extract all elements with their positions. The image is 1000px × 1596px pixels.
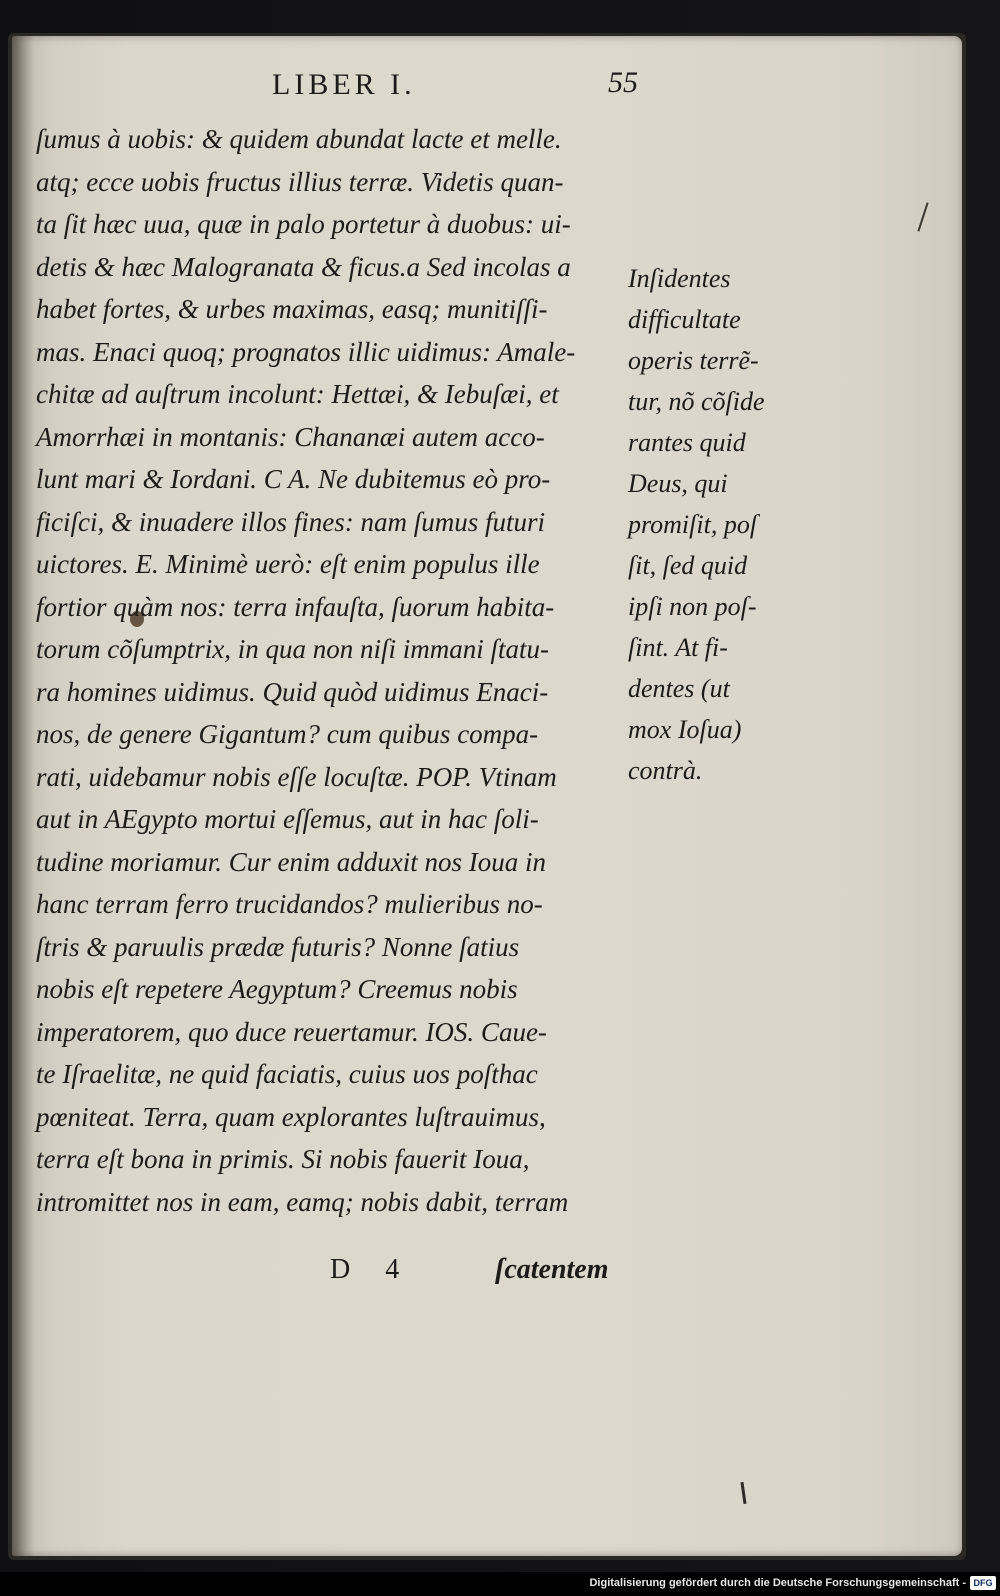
text-line: tudine moriamur. Cur enim adduxit nos Ioua in [36,846,546,877]
marginal-note [628,258,828,791]
text-line: Amorrhæi in montanis: Chananæi autem acco- [36,421,545,452]
text-line: rati, uidebamur nobis eſſe locuſtæ. POP. Vtinam [36,761,557,792]
text-line: ficiſci, & inuadere illos fines: nam ſumus futuri [36,506,545,537]
page-gutter [12,36,34,1556]
marginal-line: ipſi non poſ- [628,592,757,621]
text-line: pœniteat. Terra, quam explorantes luſtrauimus, [36,1101,546,1132]
marginal-line: contrà. [628,756,703,785]
text-line: ſumus à uobis: & quidem abundat lacte et melle. [36,124,562,154]
text-line: uictores. E. Minimè uerò: eſt enim populus ille [36,549,540,579]
digitization-credit: Digitalisierung gefördert durch die Deutsche Forschungsgemeinschaft - [589,1577,966,1589]
text-line: te Iſraelitæ, ne quid faciatis, cuius uos poſthac [36,1059,538,1089]
text-line: ſtris & paruulis prædæ futuris? Nonne ſatius [36,931,520,962]
text-line: atq; ecce uobis fructus illius terræ. Videtis quan- [36,166,564,197]
text-line: lunt mari & Iordani. C A. Ne dubitemus eò pro- [36,464,551,494]
dfg-logo-icon: DFG [970,1576,996,1590]
page-number: 55 [608,66,638,99]
marginal-line: rantes quid [628,428,746,457]
text-line: mas. Enaci quoq; prognatos illic uidimus: Amale- [36,336,576,367]
signature-mark: D 4 [330,1254,414,1285]
text-line: habet fortes, & urbes maximas, easq; munitiſſi- [36,294,548,324]
marginal-line: mox Ioſua) [628,715,742,744]
stray-pen-mark-bottom [740,1482,746,1504]
text-line: nos, de genere Gigantum? cum quibus compa- [36,719,539,749]
marginal-line: ſint. At fi- [628,633,728,662]
text-line: ra homines uidimus. Quid quòd uidimus Enaci- [36,676,549,707]
marginal-line: tur, nõ cõſide [628,387,765,416]
text-line: chitæ ad auſtrum incolunt: Hettæi, & Iebuſæi, et [36,379,559,409]
marginal-line: operis terrẽ- [628,346,759,375]
running-title: LIBER I. [272,68,416,101]
main-text-block [36,118,636,1223]
text-line: ta ſit hæc uua, quæ in palo portetur à duobus: ui- [36,209,571,239]
text-line: intromittet nos in eam, eamq; nobis dabit, terram [36,1186,569,1217]
marginal-line: promiſit, poſ [628,510,758,539]
marginal-line: difficultate [628,305,741,334]
text-line: terra eſt bona in primis. Si nobis fauerit Ioua, [36,1144,530,1174]
text-line: fortior quàm nos: terra infauſta, ſuorum habita- [36,591,555,622]
text-line: aut in AEgypto mortui eſſemus, aut in hac ſoli- [36,804,539,834]
marginal-line: Deus, qui [628,469,728,498]
marginal-line: Inſidentes [628,264,731,293]
text-line: nobis eſt repetere Aegyptum? Creemus nobis [36,974,518,1004]
text-line: torum cõſumptrix, in qua non niſi immani ſtatu- [36,634,549,664]
catchword: ſcatentem [495,1254,609,1285]
marginal-line: dentes (ut [628,674,730,703]
text-line: hanc terram ferro trucidandos? mulieribus no- [36,889,543,919]
text-line: detis & hæc Malogranata & ficus.a Sed incolas a [36,251,571,282]
text-line: imperatorem, quo duce reuertamur. IOS. Caue- [36,1016,547,1047]
stray-pen-mark [917,202,928,231]
marginal-line: ſit, ſed quid [628,551,748,580]
